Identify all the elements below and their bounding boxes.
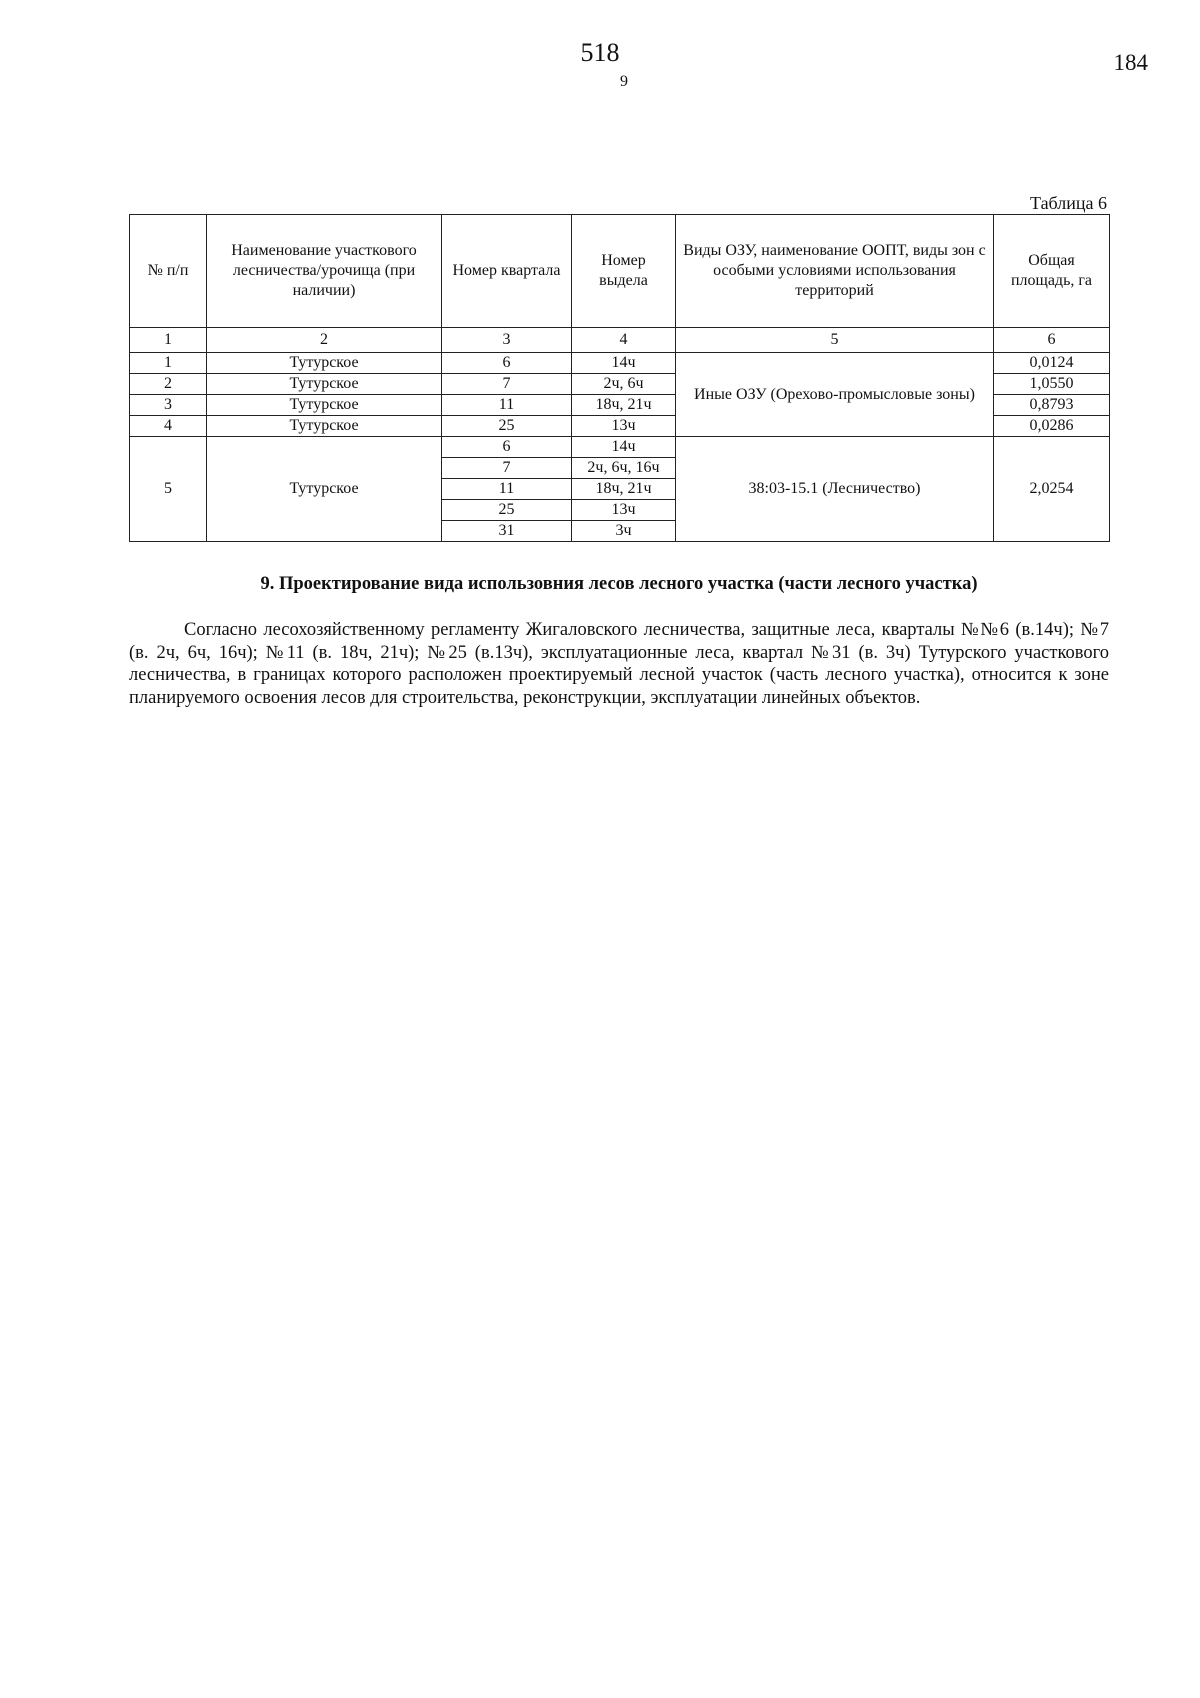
row-number: 2 <box>130 374 207 395</box>
area-value: 0,0286 <box>994 416 1110 437</box>
videl-number: 13ч <box>572 416 676 437</box>
row-number: 4 <box>130 416 207 437</box>
body-paragraph: Согласно лесохозяйственному регламенту Жигаловского лесничества, защитные леса, кварталы №№6 (в.14ч); №7 (в. 2ч, 6ч, 16ч); №11 (в. 18ч, 21ч); №25 (в.13ч), эксплуатационные леса, квартал №31 (в. 3ч) Тутурского участкового лесничества, в границах которого расположен проектируемый лесной участок (часть лесного участка), относится к зоне планируемого освоения лесов для строительства, реконструкции, эксплуатации линейных объектов. <box>129 620 1109 708</box>
forestry-name: Тутурское <box>207 395 442 416</box>
area-value: 0,0124 <box>994 353 1110 374</box>
kvartal-number: 7 <box>442 374 572 395</box>
table-caption: Таблица 6 <box>1030 193 1107 213</box>
table-row <box>130 353 1110 374</box>
kvartal-number: 7 <box>442 458 572 479</box>
zone-type: Иные ОЗУ (Орехово-промысловые зоны) <box>676 353 994 437</box>
column-number: 5 <box>676 328 994 353</box>
videl-number: 18ч, 21ч <box>572 479 676 500</box>
column-number: 2 <box>207 328 442 353</box>
zone-type: 38:03-15.1 (Лесничество) <box>676 437 994 542</box>
forestry-name: Тутурское <box>207 353 442 374</box>
kvartal-number: 25 <box>442 416 572 437</box>
row-number: 1 <box>130 353 207 374</box>
column-number: 1 <box>130 328 207 353</box>
column-number: 4 <box>572 328 676 353</box>
row-number: 5 <box>130 437 207 542</box>
page-number-main: 518 <box>580 38 620 67</box>
videl-number: 2ч, 6ч <box>572 374 676 395</box>
kvartal-number: 6 <box>442 353 572 374</box>
kvartal-number: 11 <box>442 479 572 500</box>
area-value: 1,0550 <box>994 374 1110 395</box>
header-cell: № п/п <box>130 215 207 328</box>
forestry-name: Тутурское <box>207 374 442 395</box>
kvartal-number: 6 <box>442 437 572 458</box>
videl-number: 18ч, 21ч <box>572 395 676 416</box>
page-number-sub: 9 <box>620 73 628 90</box>
videl-number: 2ч, 6ч, 16ч <box>572 458 676 479</box>
videl-number: 3ч <box>572 521 676 542</box>
videl-number: 14ч <box>572 437 676 458</box>
section-heading: 9. Проектирование вида использовния лесов лесного участка (части лесного участка) <box>260 574 978 594</box>
area-value: 2,0254 <box>994 437 1110 542</box>
header-cell: Номер квартала <box>442 215 572 328</box>
videl-number: 14ч <box>572 353 676 374</box>
column-number: 3 <box>442 328 572 353</box>
kvartal-number: 31 <box>442 521 572 542</box>
row-number: 3 <box>130 395 207 416</box>
kvartal-number: 11 <box>442 395 572 416</box>
header-cell: Виды ОЗУ, наименование ООПТ, виды зон с особыми условиями использования территорий <box>676 215 994 328</box>
header-cell: Номер выдела <box>572 215 676 328</box>
forest-plot-table <box>129 214 1110 542</box>
area-value: 0,8793 <box>994 395 1110 416</box>
kvartal-number: 25 <box>442 500 572 521</box>
forestry-name: Тутурское <box>207 416 442 437</box>
page-number-right: 184 <box>1113 50 1148 75</box>
header-cell: Общая площадь, га <box>994 215 1110 328</box>
column-number-row <box>130 328 1110 353</box>
videl-number: 13ч <box>572 500 676 521</box>
table-row <box>130 437 1110 458</box>
header-cell: Наименование участкового лесничества/урочища (при наличии) <box>207 215 442 328</box>
column-number: 6 <box>994 328 1110 353</box>
forestry-name: Тутурское <box>207 437 442 542</box>
table-header-row <box>130 215 1110 328</box>
